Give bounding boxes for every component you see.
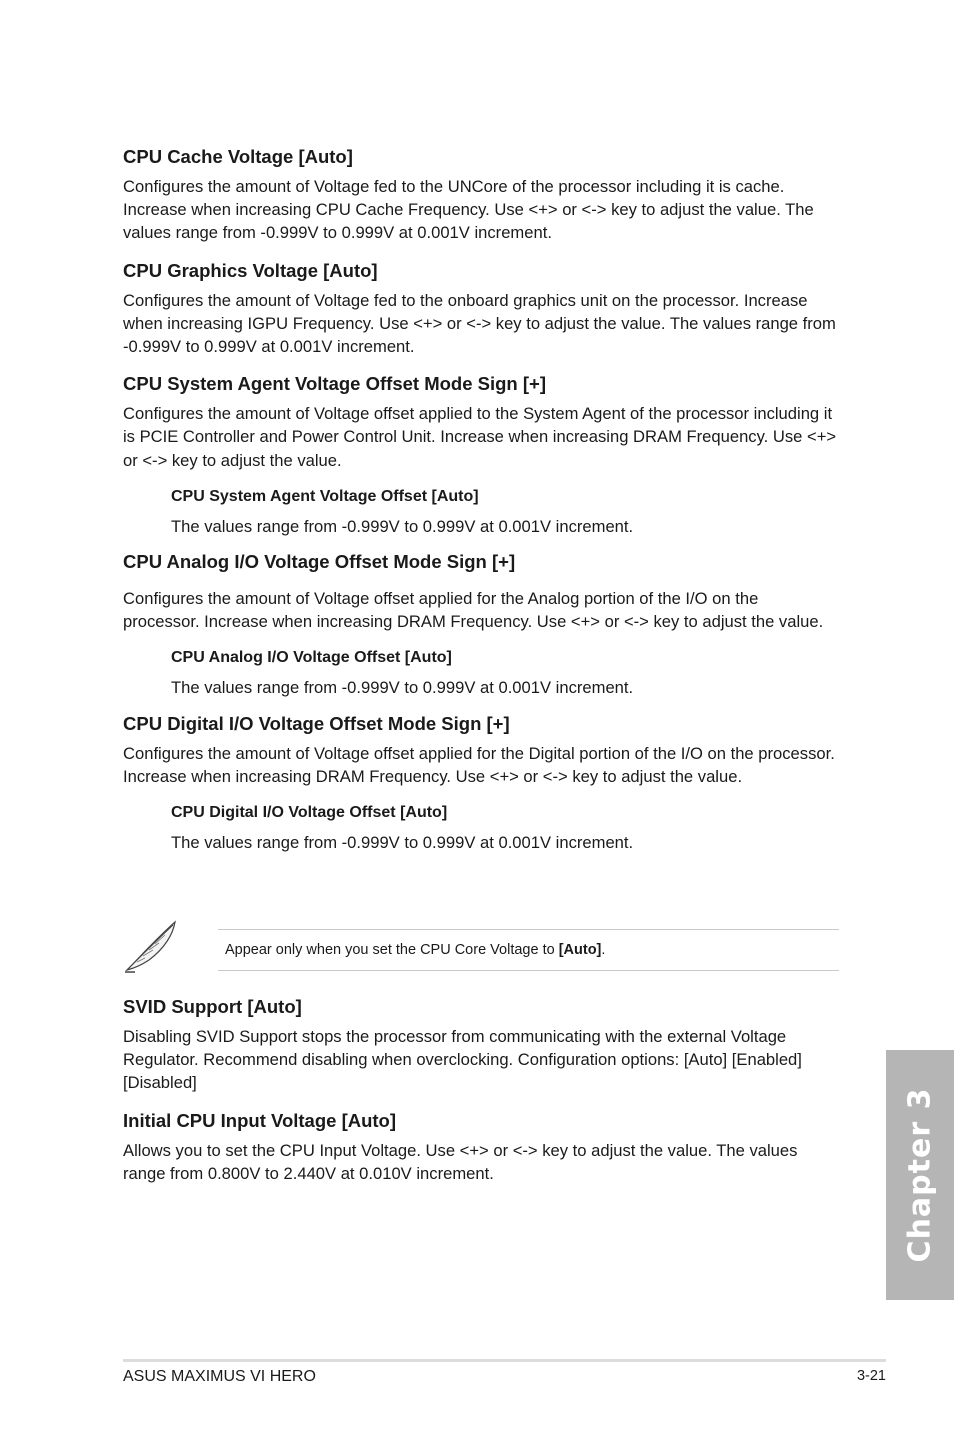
subsection-body: The values range from -0.999V to 0.999V at 0.001V increment. <box>171 678 634 698</box>
section-body: Configures the amount of Voltage fed to the UNCore of the processor including it is cache. Increase when increasing CPU Cache Frequency. Use <+> or <-> key to adjust the value. The values range from -0.999V to 0.999V at 0.001V increment. <box>123 177 814 243</box>
note-text <box>218 929 839 971</box>
section-body: Configures the amount of Voltage offset applied for the Digital portion of the I/O on the processor. Increase when increasing DRAM Frequency. Use <+> or <-> key to adjust the value. <box>123 743 835 786</box>
section-title: CPU Cache Voltage [Auto] <box>123 146 353 167</box>
section-system-agent-offset-sign <box>123 372 839 472</box>
section-cpu-graphics-voltage <box>123 259 839 359</box>
note-text-bold: [Auto] <box>558 942 602 958</box>
section-body: Configures the amount of Voltage offset applied for the Analog portion of the I/O on the processor. Increase when increasing DRAM Frequency. Use <+> or <-> key to adjust the value. <box>123 589 824 632</box>
section-body: Disabling SVID Support stops the processor from communicating with the external Voltage Regulator. Recommend disabling when overclocking. Configuration options: [Auto] [Enabled] [Disabled] <box>123 1027 802 1093</box>
feather-pen-icon <box>123 918 179 974</box>
section-analog-io-offset-sign <box>123 550 839 633</box>
section-cpu-cache-voltage <box>123 145 839 245</box>
section-body: Allows you to set the CPU Input Voltage. Use <+> or <-> key to adjust the value. The values range from 0.800V to 2.440V at 0.010V increment. <box>123 1140 798 1183</box>
section-title: CPU System Agent Voltage Offset Mode Sign [+] <box>123 373 546 395</box>
subsection-body: The values range from -0.999V to 0.999V at 0.001V increment. <box>171 516 634 536</box>
section-title: Initial CPU Input Voltage [Auto] <box>123 1109 397 1131</box>
manual-content-lower <box>123 995 839 1199</box>
note-text-before: Appear only when you set the CPU Core Voltage to <box>225 942 555 958</box>
manual-content <box>123 145 839 866</box>
section-title: CPU Analog I/O Voltage Offset Mode Sign [+] <box>123 551 516 573</box>
subsection-title: CPU Analog I/O Voltage Offset [Auto] <box>171 649 452 667</box>
section-title: SVID Support [Auto] <box>123 996 302 1017</box>
footer-page-number: 3-21 <box>856 1368 886 1384</box>
subsection-title: CPU Digital I/O Voltage Offset [Auto] <box>171 804 448 822</box>
subsection-digital-io-offset <box>171 802 839 854</box>
section-body: Configures the amount of Voltage fed to the onboard graphics unit on the processor. Increase when increasing IGPU Frequency. Use <+> or <-> key to adjust the value. The values range from -0.999V to 0.999V at 0.001V increment. <box>123 290 836 357</box>
section-title: CPU Graphics Voltage [Auto] <box>123 259 378 281</box>
note-text-after: . <box>601 942 606 958</box>
section-initial-cpu-input-voltage <box>123 1109 839 1185</box>
footer-rule <box>123 1359 886 1362</box>
subsection-analog-io-offset <box>171 647 839 699</box>
chapter-tab <box>886 1050 954 1300</box>
footer-product: ASUS MAXIMUS VI HERO <box>123 1368 316 1385</box>
section-digital-io-offset-sign <box>123 712 839 788</box>
subsection-body: The values range from -0.999V to 0.999V at 0.001V increment. <box>171 833 634 853</box>
section-body: Configures the amount of Voltage offset applied to the System Agent of the processor including it is PCIE Controller and Power Control Unit. Increase when increasing DRAM Frequency. Use <+> or <-> key to adjust the value. <box>123 404 837 470</box>
subsection-system-agent-offset <box>171 486 839 538</box>
section-svid-support <box>123 995 839 1095</box>
subsection-title: CPU System Agent Voltage Offset [Auto] <box>171 487 479 505</box>
section-title: CPU Digital I/O Voltage Offset Mode Sign [+] <box>123 712 510 734</box>
note-callout <box>123 918 839 974</box>
chapter-tab-label: Chapter 3 <box>902 1087 938 1263</box>
